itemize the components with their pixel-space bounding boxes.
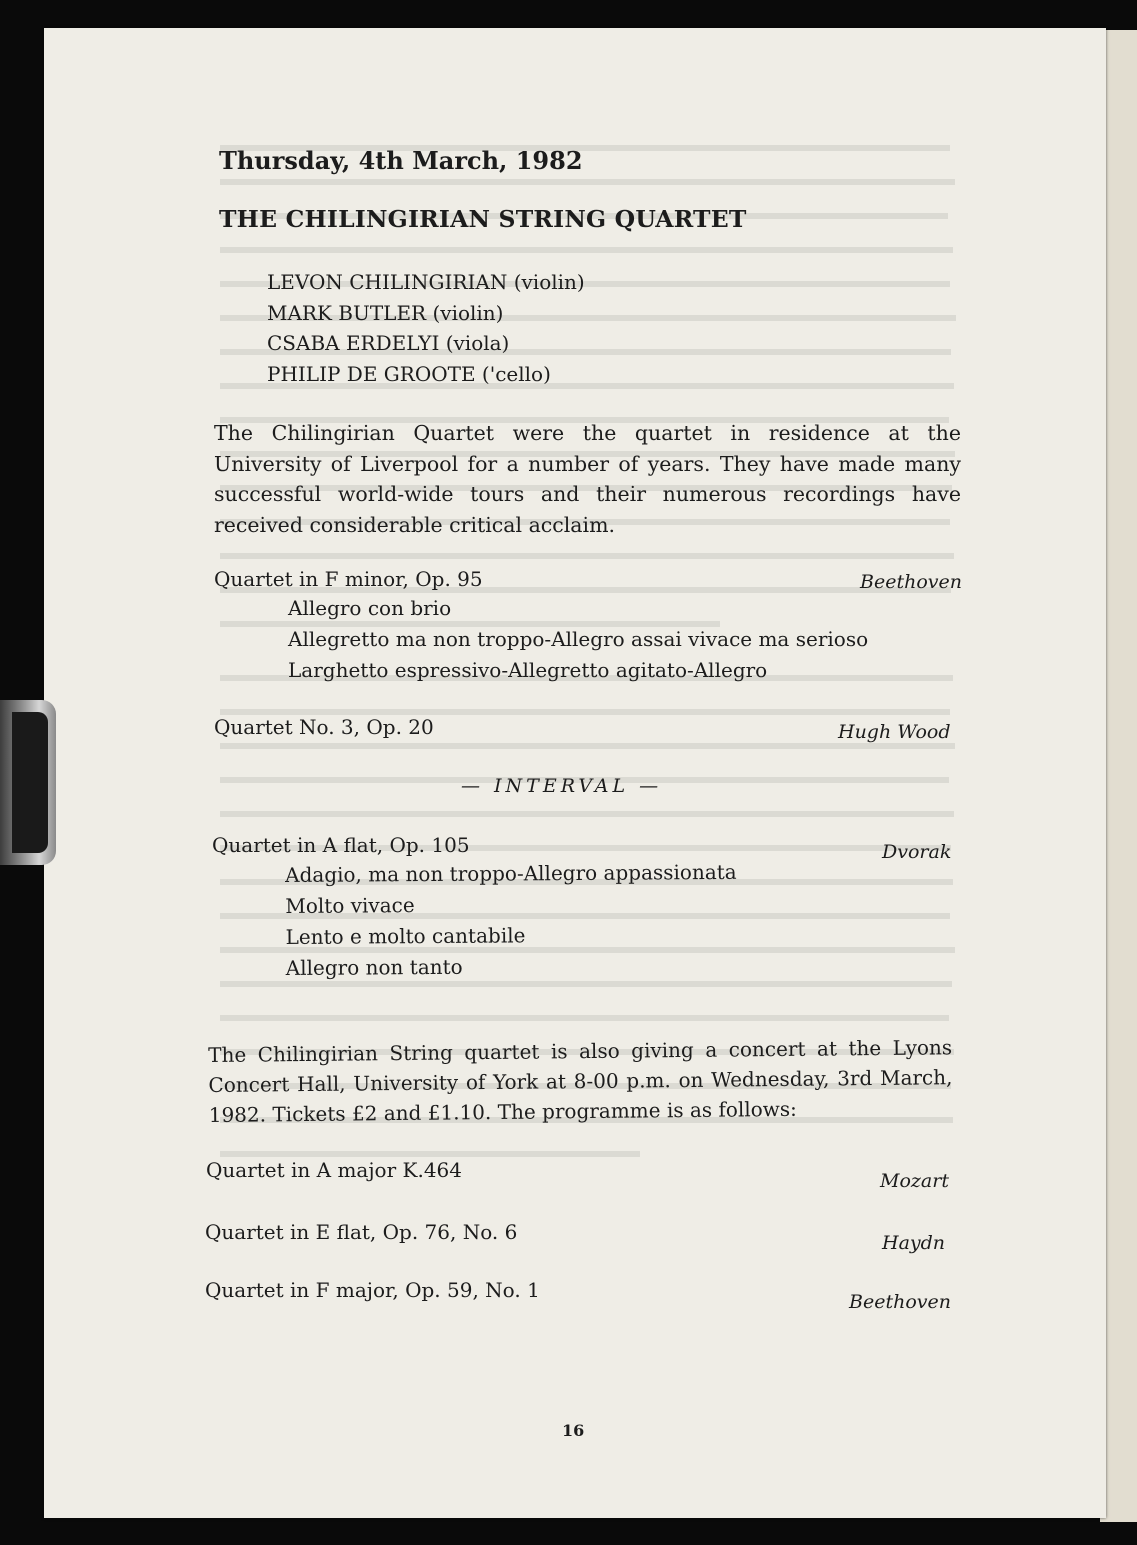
- work-composer: Hugh Wood: [838, 721, 951, 743]
- york-work-composer: Beethoven: [849, 1291, 951, 1313]
- member-item: PHILIP DE GROOTE ('cello): [267, 361, 551, 386]
- movement-item: Adagio, ma non troppo-Allegro appassionata: [285, 859, 737, 887]
- movement-item: Lento e molto cantabile: [285, 923, 526, 949]
- movement-item: Allegro non tanto: [285, 954, 463, 980]
- movement-item: Allegretto ma non troppo-Allegro assai vivace ma serioso: [288, 627, 869, 651]
- york-work-title: Quartet in E flat, Op. 76, No. 6: [205, 1220, 518, 1244]
- member-item: LEVON CHILINGIRIAN (violin): [267, 270, 585, 294]
- member-list: [267, 267, 585, 389]
- work-title: Quartet in A flat, Op. 105: [212, 833, 470, 857]
- york-work-title: Quartet in F major, Op. 59, No. 1: [205, 1278, 540, 1302]
- work-composer: Beethoven: [860, 571, 962, 593]
- work-composer: Dvorak: [882, 841, 952, 863]
- movement-item: Molto vivace: [285, 893, 415, 918]
- movement-item: Larghetto espressivo-Allegretto agitato-Allegro: [288, 658, 768, 682]
- york-concert-notice: The Chilingirian String quartet is also giving a concert at the Lyons Concert Hall, University of York at 8-00 p.m. on Wednesday, 3rd March, 1982. Tickets £2 and £1.10. The programme is as follows:: [208, 1035, 953, 1127]
- york-work-title: Quartet in A major K.464: [206, 1158, 462, 1182]
- concert-date: Thursday, 4th March, 1982: [219, 146, 583, 175]
- member-item: MARK BUTLER (violin): [267, 300, 504, 325]
- quartet-biography: The Chilingirian Quartet were the quartet in residence at the University of Liverpool for a number of years. They have made many successful world-wide tours and their numerous recordings have received considerable critical acclaim.: [214, 421, 961, 537]
- interval-label: — INTERVAL —: [461, 775, 663, 797]
- movement-item: Allegro con brio: [288, 596, 452, 620]
- movement-list: [288, 593, 868, 686]
- work-title: Quartet in F minor, Op. 95: [214, 567, 483, 591]
- york-work-composer: Mozart: [880, 1170, 949, 1192]
- movement-list: [285, 857, 737, 984]
- ensemble-name: THE CHILINGIRIAN STRING QUARTET: [219, 205, 747, 233]
- york-work-composer: Haydn: [882, 1232, 946, 1254]
- member-item: CSABA ERDELYI (viola): [267, 331, 510, 355]
- work-title: Quartet No. 3, Op. 20: [214, 715, 434, 739]
- page-number: 16: [562, 1421, 585, 1440]
